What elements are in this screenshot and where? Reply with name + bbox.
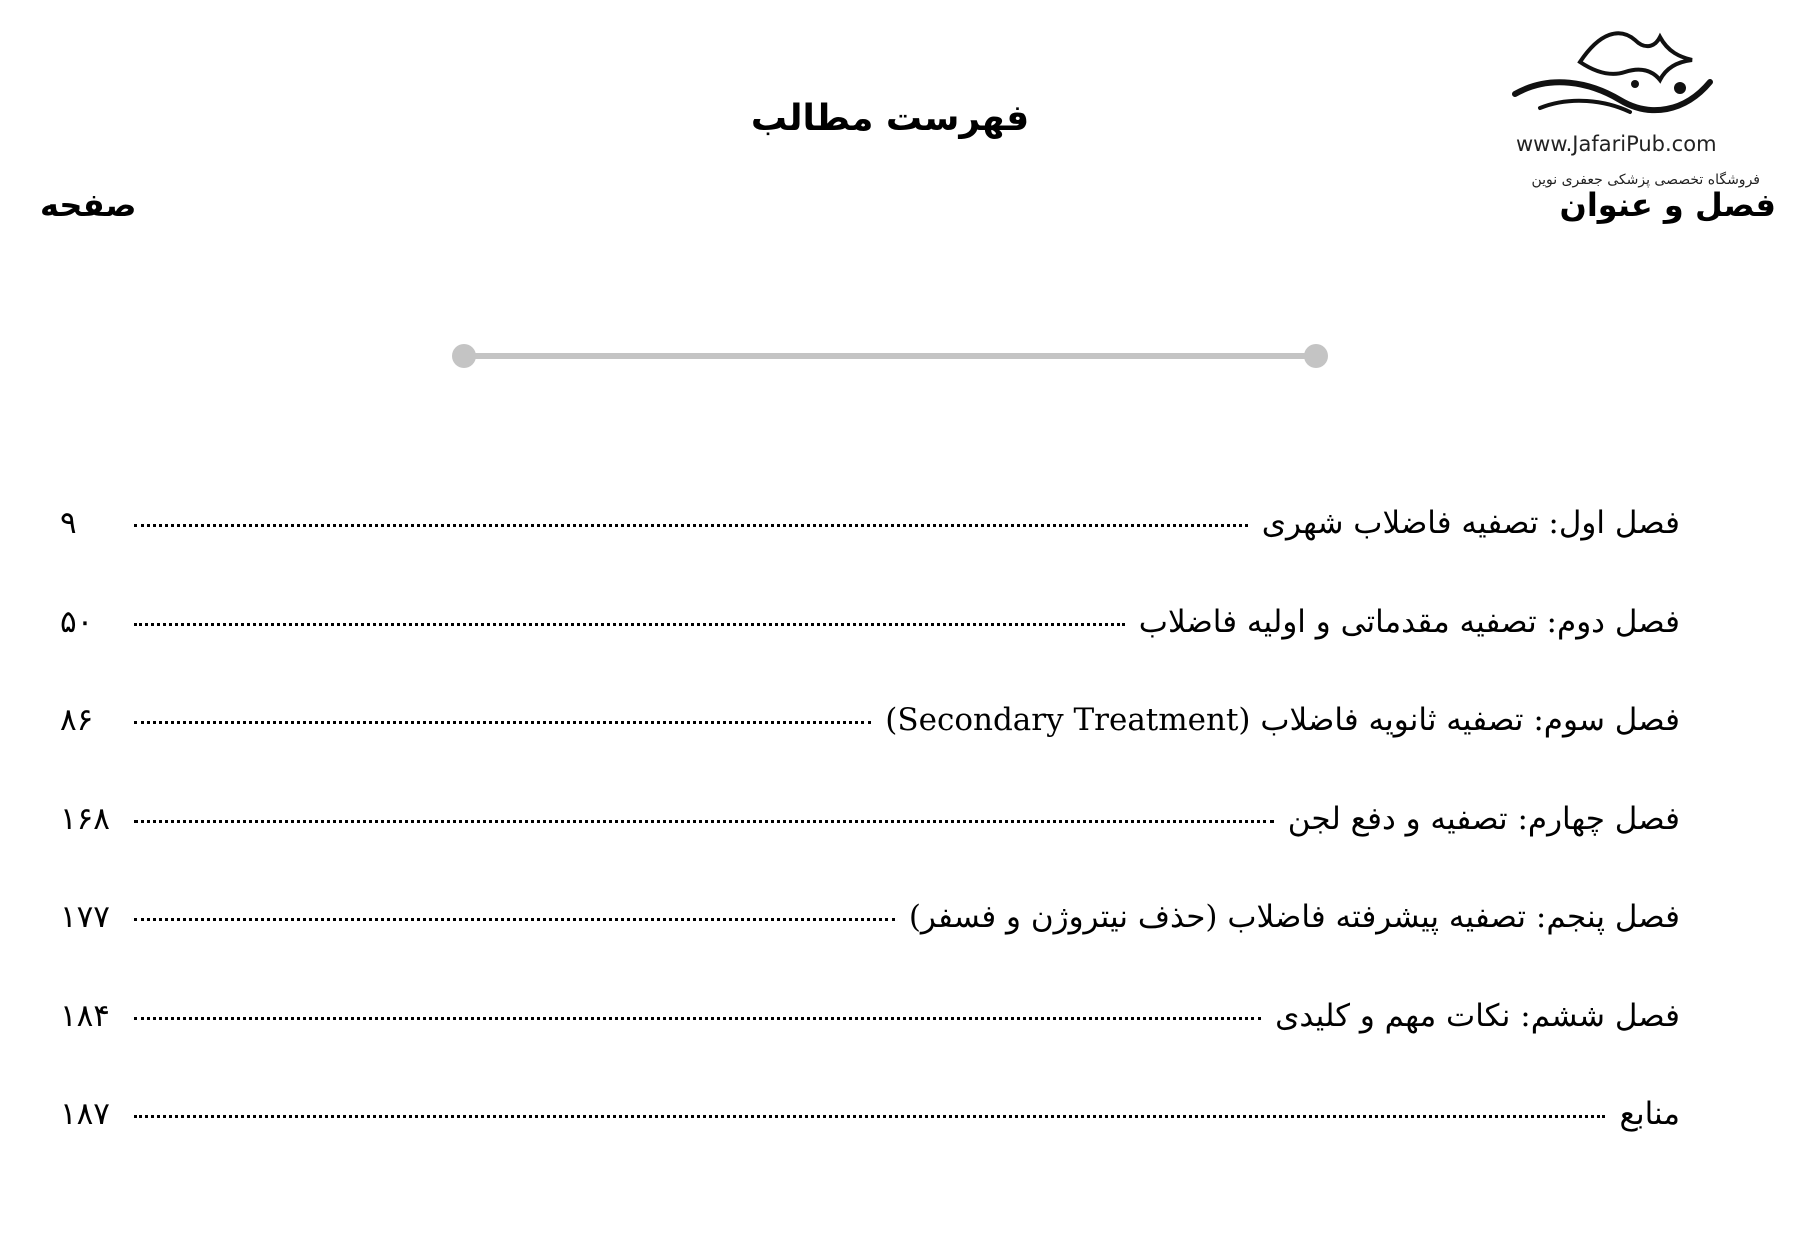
column-header-page: صفحه: [40, 186, 137, 224]
toc-entry: [60, 998, 1680, 1097]
page-title: فهرست مطالب: [750, 98, 1030, 139]
toc-entry-title: فصل پنجم: تصفیه پیشرفته فاضلاب (حذف نیتروژن و فسفر): [908, 899, 1680, 935]
toc-entry-page: ۱۸۴: [60, 997, 110, 1034]
toc-entry-page: ۱۷۷: [60, 899, 110, 935]
toc-entry-title: فصل چهارم: تصفیه و دفع لجن: [1287, 800, 1680, 837]
toc-dot-leader: [134, 1017, 1261, 1020]
toc-entry-title: فصل ششم: نکات مهم و کلیدی: [1275, 997, 1680, 1034]
toc-dot-leader: [134, 820, 1274, 823]
toc-dot-leader: [134, 918, 895, 921]
section-divider: [450, 341, 1330, 371]
toc-entry-title: منابع: [1619, 1096, 1680, 1132]
toc-dot-leader: [134, 721, 871, 724]
toc-entry-page: ۸۶: [60, 702, 94, 738]
toc-dot-leader: [134, 623, 1125, 626]
toc-entry: [60, 604, 1680, 703]
toc-entry: [60, 505, 1680, 604]
table-of-contents: [60, 505, 1680, 1195]
column-header-title: فصل و عنوان: [1559, 186, 1776, 224]
toc-entry: [60, 1096, 1680, 1195]
toc-entry: [60, 899, 1680, 998]
toc-dot-leader: [134, 524, 1248, 527]
toc-entry-page: ۹: [60, 505, 77, 541]
toc-entry: [60, 801, 1680, 900]
toc-entry-title: فصل دوم: تصفیه مقدماتی و اولیه فاضلاب: [1138, 603, 1680, 640]
toc-entry-page: ۱۸۷: [60, 1096, 110, 1132]
toc-entry-page: ۵۰: [60, 603, 94, 640]
publisher-tagline: فروشگاه تخصصی پزشکی جعفری نوین: [1531, 172, 1760, 188]
toc-entry: [60, 702, 1680, 801]
publisher-url: www.JafariPub.com: [1516, 132, 1717, 156]
publisher-logo: [1480, 22, 1770, 192]
publisher-logo-mark: [1510, 22, 1720, 122]
toc-dot-leader: [134, 1115, 1605, 1118]
toc-entry-title: فصل اول: تصفیه فاضلاب شهری: [1261, 505, 1680, 541]
toc-entry-page: ۱۶۸: [60, 800, 110, 837]
toc-entry-title: فصل سوم: تصفیه ثانویه فاضلاب (Secondary Treatment): [885, 702, 1680, 738]
